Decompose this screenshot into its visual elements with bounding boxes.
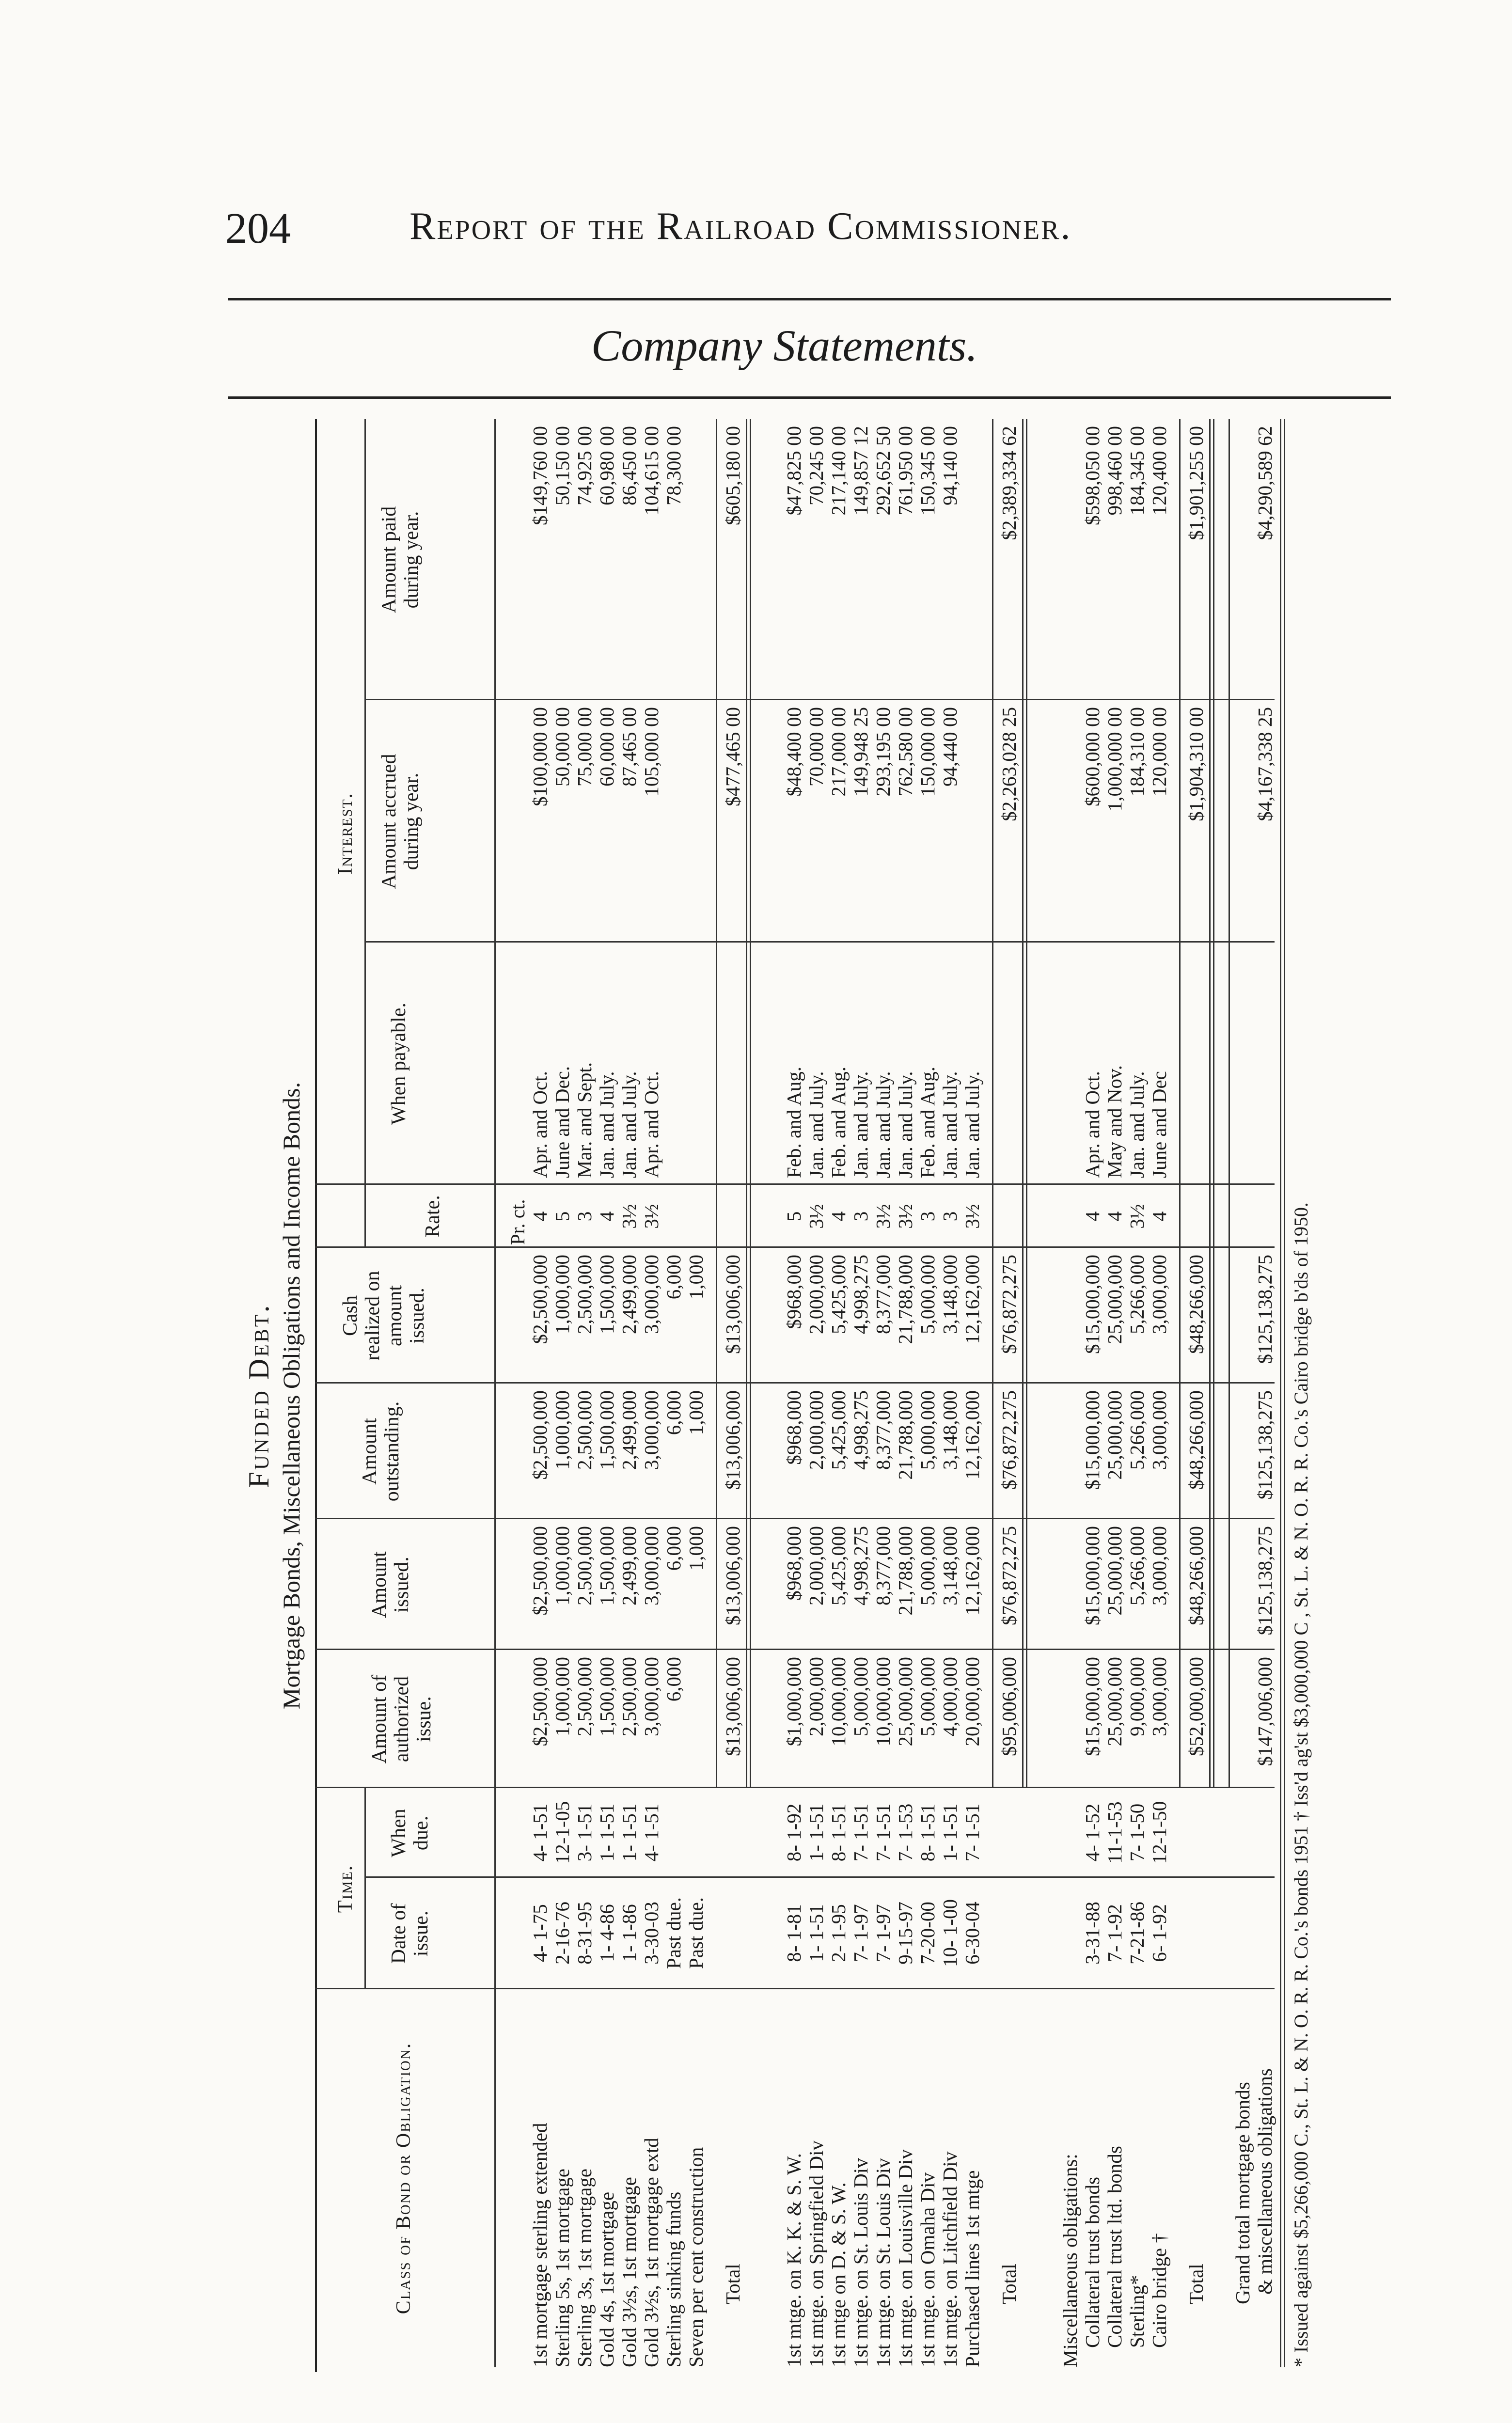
row-class: 1st mtge. on Springfield Div [805,2140,827,2367]
row-when-payable: June and Dec. [551,1066,573,1178]
row-when-due: 8- 1-51 [827,1803,850,1862]
row-authorized: 25,000,000 [1103,1657,1126,1746]
header-accrued: Amount accrued during year. [378,754,423,889]
row-cash-realized: 5,000,000 [916,1255,939,1334]
row-when-payable: Apr. and Oct. [1081,1071,1103,1178]
total-issued: $13,006,000 [722,1526,744,1625]
row-date-of-issue: 1- 1-86 [618,1904,640,1962]
row-issued: 1,500,000 [596,1526,618,1605]
row-paid: 217,140 00 [827,426,850,516]
row-when-payable: Jan. and July. [618,1071,640,1178]
row-rate: 5 [783,1211,805,1222]
row-cash-realized: 21,788,000 [894,1255,916,1344]
row-paid: 94,140 00 [939,426,961,505]
total-double-rule [1209,419,1211,1788]
header-cash-realized: Cash realized on amount issued. [339,1271,428,1361]
row-accrued: 150,000 00 [916,707,939,797]
row-paid: 50,150 00 [551,426,573,505]
row-issued: 5,425,000 [827,1526,850,1605]
row-issued: 3,000,000 [1148,1526,1170,1605]
row-outstanding: 25,000,000 [1103,1390,1126,1480]
row-cash-realized: $15,000,000 [1081,1255,1103,1354]
row-outstanding: $15,000,000 [1081,1390,1103,1490]
row-issued: 2,499,000 [618,1526,640,1605]
row-paid: 104,615 00 [640,426,662,516]
row-when-payable: Mar. and Sept. [573,1062,596,1178]
total-rule [716,419,717,1788]
row-when-due: 4- 1-52 [1081,1803,1103,1862]
header-paid: Amount paid during year. [378,506,423,614]
row-outstanding: 3,000,000 [1148,1390,1170,1470]
row-authorized: 1,000,000 [551,1657,573,1736]
row-class: 1st mtge. on Louisville Div [894,2149,916,2367]
row-when-due: 4- 1-51 [529,1803,551,1862]
row-cash-realized: 3,000,000 [1148,1255,1170,1334]
header-time-group: Time. [334,1864,357,1913]
row-outstanding: 5,000,000 [916,1390,939,1470]
row-paid: 149,857 12 [850,426,872,516]
row-when-payable: Jan. and July. [872,1071,894,1178]
row-when-payable: Jan. and July. [596,1071,618,1178]
row-rate: 5 [551,1211,573,1222]
row-outstanding: $968,000 [783,1390,805,1465]
row-class: Gold 4s, 1st mortgage [596,2191,618,2367]
total-cash-realized: $13,006,000 [722,1255,744,1354]
total-authorized: $52,000,000 [1185,1657,1207,1756]
row-issued: 2,000,000 [805,1526,827,1605]
grand-total-label-line1: Grand total mortgage bonds [1231,2082,1254,2304]
total-authorized: $95,006,000 [998,1657,1020,1756]
total-paid: $1,901,255 00 [1185,426,1207,540]
table-title: Funded Debt. [243,1303,275,1488]
row-authorized: $15,000,000 [1081,1657,1103,1756]
header-rule [228,298,1391,300]
row-date-of-issue: 7- 1-97 [850,1904,872,1962]
row-rate: 3½ [618,1204,640,1229]
row-paid: 70,245 00 [805,426,827,505]
column-rule [366,1876,1275,1878]
row-issued: 2,500,000 [573,1526,596,1605]
row-authorized: 2,000,000 [805,1657,827,1736]
row-class: Gold 3½s, 1st mortgage [618,2177,640,2367]
total-rule [992,419,993,1788]
total-accrued: $1,904,310 00 [1185,707,1207,821]
total-double-rule [1022,419,1024,1788]
row-issued: 4,998,275 [850,1526,872,1605]
header-when-due: When due. [388,1809,432,1857]
row-cash-realized: 3,000,000 [640,1255,662,1334]
grand-total-rule [1228,419,1230,1788]
row-authorized: 5,000,000 [850,1657,872,1736]
grand-total-cash-realized: $125,138,275 [1254,1255,1276,1364]
row-when-due: 8- 1-92 [783,1803,805,1862]
row-class: Sterling 3s, 1st mortgage [573,2169,596,2367]
row-cash-realized: 1,500,000 [596,1255,618,1334]
row-accrued: 50,000 00 [551,707,573,787]
row-when-payable: Jan. and July. [894,1071,916,1178]
row-accrued: 70,000 00 [805,707,827,787]
row-authorized: 4,000,000 [939,1657,961,1736]
row-class: 1st mtge. on Litchfield Div [939,2151,961,2367]
row-rate: 3½ [640,1204,662,1229]
rate-unit: Pr. ct. [506,1199,529,1245]
row-outstanding: 1,000 [685,1390,707,1435]
total-rule [1179,419,1181,1788]
row-paid: 150,345 00 [916,426,939,516]
row-issued: 21,788,000 [894,1526,916,1616]
row-outstanding: 2,499,000 [618,1390,640,1470]
row-accrued: $600,000 00 [1081,707,1103,806]
row-outstanding: 5,425,000 [827,1390,850,1470]
row-when-due: 7- 1-51 [961,1803,983,1862]
row-authorized: 20,000,000 [961,1657,983,1746]
grand-total-paid: $4,290,589 62 [1254,426,1276,540]
row-accrued: 184,310 00 [1126,707,1148,797]
row-authorized: 3,000,000 [640,1657,662,1736]
header-class: Class of Bond or Obligation. [393,2042,415,2314]
header-outstanding: Amount outstanding. [359,1401,403,1502]
row-rate: 3 [939,1211,961,1222]
row-date-of-issue: 9-15-97 [894,1902,916,1965]
row-when-payable: Apr. and Oct. [640,1071,662,1178]
total-cash-realized: $48,266,000 [1185,1255,1207,1354]
row-date-of-issue: 6-30-04 [961,1902,983,1965]
row-paid: 120,400 00 [1148,426,1170,516]
row-rate: 4 [529,1211,551,1222]
total-issued: $48,266,000 [1185,1526,1207,1625]
total-double-rule [1026,419,1027,1788]
row-rate: 4 [1103,1211,1126,1222]
row-when-due: 11-1-53 [1103,1801,1126,1864]
row-when-payable: May and Nov. [1103,1065,1126,1178]
row-when-due: 1- 1-51 [618,1803,640,1862]
table-bottom-rule [1284,419,1285,2367]
total-outstanding: $76,872,275 [998,1390,1020,1490]
total-double-rule [1213,419,1214,1788]
row-date-of-issue: Past due. [685,1897,707,1969]
header-interest-group: Interest. [334,792,357,875]
row-issued: 8,377,000 [872,1526,894,1605]
row-outstanding: 12,162,000 [961,1390,983,1480]
header-rate: Rate. [422,1195,444,1238]
total-cash-realized: $76,872,275 [998,1255,1020,1354]
group-heading: Miscellaneous obligations: [1059,2154,1081,2367]
row-when-due: 7- 1-53 [894,1803,916,1862]
row-issued: $2,500,000 [529,1526,551,1616]
row-outstanding: 3,148,000 [939,1390,961,1470]
grand-total-issued: $125,138,275 [1254,1526,1276,1636]
total-authorized: $13,006,000 [722,1657,744,1756]
row-paid: 998,460 00 [1103,426,1126,516]
row-issued: 5,266,000 [1126,1526,1148,1605]
row-outstanding: $2,500,000 [529,1390,551,1480]
row-authorized: 2,500,000 [618,1657,640,1736]
row-cash-realized: 1,000 [685,1255,707,1300]
row-rate: 3 [573,1211,596,1222]
row-paid: 761,950 00 [894,426,916,516]
row-paid: 292,652 50 [872,426,894,516]
total-issued: $76,872,275 [998,1526,1020,1625]
row-issued: 1,000 [685,1526,707,1571]
column-rule [315,1988,1275,1989]
row-authorized: 5,000,000 [916,1657,939,1736]
row-class: Cairo bridge † [1148,2233,1170,2348]
row-when-due: 1- 1-51 [939,1803,961,1862]
row-when-due: 1- 1-51 [596,1803,618,1862]
page-header [225,204,1384,262]
row-issued: 12,162,000 [961,1526,983,1616]
row-paid: 74,925 00 [573,426,596,505]
row-when-due: 1- 1-51 [805,1803,827,1862]
row-outstanding: 1,000,000 [551,1390,573,1470]
row-class: 1st mtge on D. & S. W. [827,2182,850,2367]
header-when-payable: When payable. [388,1003,410,1125]
row-paid: 86,450 00 [618,426,640,505]
table-subtitle: Mortgage Bonds, Miscellaneous Obligations and Income Bonds. [278,1082,305,1710]
grand-total-accrued: $4,167,338 25 [1254,707,1276,821]
grand-total-outstanding: $125,138,275 [1254,1390,1276,1500]
row-date-of-issue: 8-31-95 [573,1902,596,1965]
row-date-of-issue: 1- 1-51 [805,1904,827,1962]
row-when-due: 7- 1-50 [1126,1803,1148,1862]
total-label: Total [1185,2264,1207,2304]
row-class: 1st mtge. on K. K. & S. W. [783,2153,805,2367]
table-top-rule [315,419,317,2372]
row-class: Gold 3½s, 1st mortgage extd [640,2138,662,2367]
row-date-of-issue: 3-31-88 [1081,1902,1103,1965]
row-accrued: 60,000 00 [596,707,618,787]
row-accrued: $100,000 00 [529,707,551,806]
total-label: Total [722,2264,744,2304]
row-issued: $968,000 [783,1526,805,1601]
row-cash-realized: 25,000,000 [1103,1255,1126,1344]
row-class: Sterling sinking funds [662,2191,685,2367]
row-cash-realized: 6,000 [662,1255,685,1300]
row-cash-realized: 5,266,000 [1126,1255,1148,1334]
row-issued: $15,000,000 [1081,1526,1103,1625]
row-when-payable: Feb. and Aug. [827,1066,850,1178]
row-date-of-issue: 2-16-76 [551,1902,573,1965]
row-when-payable: Jan. and July. [961,1071,983,1178]
row-issued: 6,000 [662,1526,685,1571]
row-date-of-issue: 4- 1-75 [529,1904,551,1962]
total-double-rule [750,419,751,1788]
row-when-payable: Jan. and July. [1126,1071,1148,1178]
row-outstanding: 2,000,000 [805,1390,827,1470]
row-outstanding: 1,500,000 [596,1390,618,1470]
row-rate: 3½ [805,1204,827,1229]
row-date-of-issue: 7-20-00 [916,1902,939,1965]
row-class: Collateral trust ltd. bonds [1103,2146,1126,2348]
total-outstanding: $48,266,000 [1185,1390,1207,1490]
total-accrued: $477,465 00 [722,707,744,806]
total-accrued: $2,263,028 25 [998,707,1020,821]
row-rate: 3½ [961,1204,983,1229]
row-outstanding: 21,788,000 [894,1390,916,1480]
section-rule [228,396,1391,399]
row-date-of-issue: 6- 1-92 [1148,1904,1170,1962]
row-authorized: 10,000,000 [872,1657,894,1746]
row-outstanding: 4,998,275 [850,1390,872,1470]
row-class: 1st mtge. on St. Louis Div [872,2158,894,2367]
row-date-of-issue: Past due. [662,1897,685,1969]
row-rate: 3 [850,1211,872,1222]
row-when-due: 8- 1-51 [916,1803,939,1862]
row-issued: 1,000,000 [551,1526,573,1605]
row-rate: 3½ [1126,1204,1148,1229]
row-class: Sterling* [1126,2275,1148,2348]
row-outstanding: 2,500,000 [573,1390,596,1470]
total-outstanding: $13,006,000 [722,1390,744,1490]
row-cash-realized: 3,148,000 [939,1255,961,1334]
row-class: 1st mortgage sterling extended [529,2123,551,2367]
row-class: Seven per cent construction [685,2147,707,2367]
row-accrued: 87,465 00 [618,707,640,787]
row-cash-realized: $968,000 [783,1255,805,1329]
row-issued: 3,148,000 [939,1526,961,1605]
section-title: Company Statements. [591,321,978,370]
row-rate: 4 [1148,1211,1170,1222]
row-paid: 60,980 00 [596,426,618,505]
row-issued: 5,000,000 [916,1526,939,1605]
header-authorized: Amount of authorized issue. [368,1674,435,1764]
row-authorized: 3,000,000 [1148,1657,1170,1736]
row-rate: 3 [916,1211,939,1222]
page-number: 204 [225,205,291,252]
grand-total-authorized: $147,006,000 [1254,1657,1276,1766]
header-issued: Amount issued. [368,1551,413,1618]
row-when-due: 7- 1-51 [872,1803,894,1862]
funded-debt-table [242,414,1338,2377]
row-paid: $149,760 00 [529,426,551,525]
row-when-payable: Jan. and July. [805,1071,827,1178]
row-cash-realized: $2,500,000 [529,1255,551,1344]
row-accrued: 120,000 00 [1148,707,1170,797]
row-class: Purchased lines 1st mtge [961,2170,983,2367]
total-label: Total [998,2264,1020,2304]
row-cash-realized: 2,500,000 [573,1255,596,1334]
row-accrued: $48,400 00 [783,707,805,797]
row-cash-realized: 1,000,000 [551,1255,573,1334]
row-authorized: 9,000,000 [1126,1657,1148,1736]
interest-group-rule [364,419,366,1248]
header-date-of-issue: Date of issue. [388,1903,432,1964]
row-date-of-issue: 7- 1-97 [872,1904,894,1962]
row-authorized: 2,500,000 [573,1657,596,1736]
row-when-payable: June and Dec [1148,1071,1170,1178]
row-when-due: 3- 1-51 [573,1803,596,1862]
row-when-payable: Apr. and Oct. [529,1071,551,1178]
row-accrued: 75,000 00 [573,707,596,787]
row-class: Collateral trust bonds [1081,2176,1103,2348]
row-date-of-issue: 10- 1-00 [939,1899,961,1967]
row-accrued: 293,195 00 [872,707,894,797]
row-outstanding: 6,000 [662,1390,685,1435]
row-date-of-issue: 8- 1-81 [783,1904,805,1962]
row-accrued: 217,000 00 [827,707,850,797]
row-accrued: 1,000,000 00 [1103,707,1126,812]
row-paid: $47,825 00 [783,426,805,516]
grand-total-label-line2: & miscellaneous obligations [1254,2068,1276,2295]
row-rate: 4 [827,1211,850,1222]
time-group-rule [364,1788,366,1989]
row-when-due: 12-1-50 [1148,1801,1170,1864]
row-authorized: 10,000,000 [827,1657,850,1746]
row-date-of-issue: 7- 1-92 [1103,1904,1126,1962]
row-class: 1st mtge. on Omaha Div [916,2172,939,2367]
row-authorized: 25,000,000 [894,1657,916,1746]
row-cash-realized: 12,162,000 [961,1255,983,1344]
row-rate: 3½ [894,1204,916,1229]
row-authorized: 6,000 [662,1657,685,1702]
row-when-payable: Jan. and July. [939,1071,961,1178]
row-when-due: 7- 1-51 [850,1803,872,1862]
row-cash-realized: 5,425,000 [827,1255,850,1334]
row-issued: 25,000,000 [1103,1526,1126,1616]
row-when-payable: Jan. and July. [850,1071,872,1178]
footnote: * Issued against $5,266,000 C., St. L. & N. O. R. R. Co.'s bonds 1951 † Iss'd ag'st $3,000,000 C , St. L. & N. O. R. R. Co.'s Cairo bridge b'ds of 1950. [1290,1202,1312,2367]
row-cash-realized: 2,499,000 [618,1255,640,1334]
row-when-due: 12-1-05 [551,1801,573,1864]
row-authorized: $2,500,000 [529,1657,551,1746]
row-accrued: 149,948 25 [850,707,872,797]
total-double-rule [746,419,747,1788]
row-class: 1st mtge. on St. Louis Div [850,2158,872,2367]
row-rate: 3½ [872,1204,894,1229]
row-authorized: $1,000,000 [783,1657,805,1746]
row-accrued: 762,580 00 [894,707,916,797]
row-when-payable: Feb. and Aug. [783,1066,805,1178]
row-paid: 78,300 00 [662,426,685,505]
row-outstanding: 8,377,000 [872,1390,894,1470]
row-cash-realized: 2,000,000 [805,1255,827,1334]
total-paid: $2,389,334 62 [998,426,1020,540]
row-cash-realized: 8,377,000 [872,1255,894,1334]
row-rate: 4 [1081,1211,1103,1222]
row-accrued: 105,000 00 [640,707,662,797]
row-class: Sterling 5s, 1st mortgage [551,2169,573,2367]
running-title: Report of the Railroad Commissioner. [410,205,1072,248]
row-paid: 184,345 00 [1126,426,1148,516]
row-outstanding: 3,000,000 [640,1390,662,1470]
row-date-of-issue: 3-30-03 [640,1902,662,1965]
row-date-of-issue: 2- 1-95 [827,1904,850,1962]
total-paid: $605,180 00 [722,426,744,525]
row-accrued: 94,440 00 [939,707,961,787]
row-when-due: 4- 1-51 [640,1803,662,1862]
row-when-payable: Feb. and Aug. [916,1066,939,1178]
row-authorized: 1,500,000 [596,1657,618,1736]
row-rate: 4 [596,1211,618,1222]
row-date-of-issue: 7-21-86 [1126,1902,1148,1965]
row-date-of-issue: 1- 4-86 [596,1904,618,1962]
row-cash-realized: 4,998,275 [850,1255,872,1334]
row-paid: $598,050 00 [1081,426,1103,525]
table-bottom-rule [1280,419,1281,2367]
row-outstanding: 5,266,000 [1126,1390,1148,1470]
header-bottom-rule [494,419,496,2367]
row-issued: 3,000,000 [640,1526,662,1605]
